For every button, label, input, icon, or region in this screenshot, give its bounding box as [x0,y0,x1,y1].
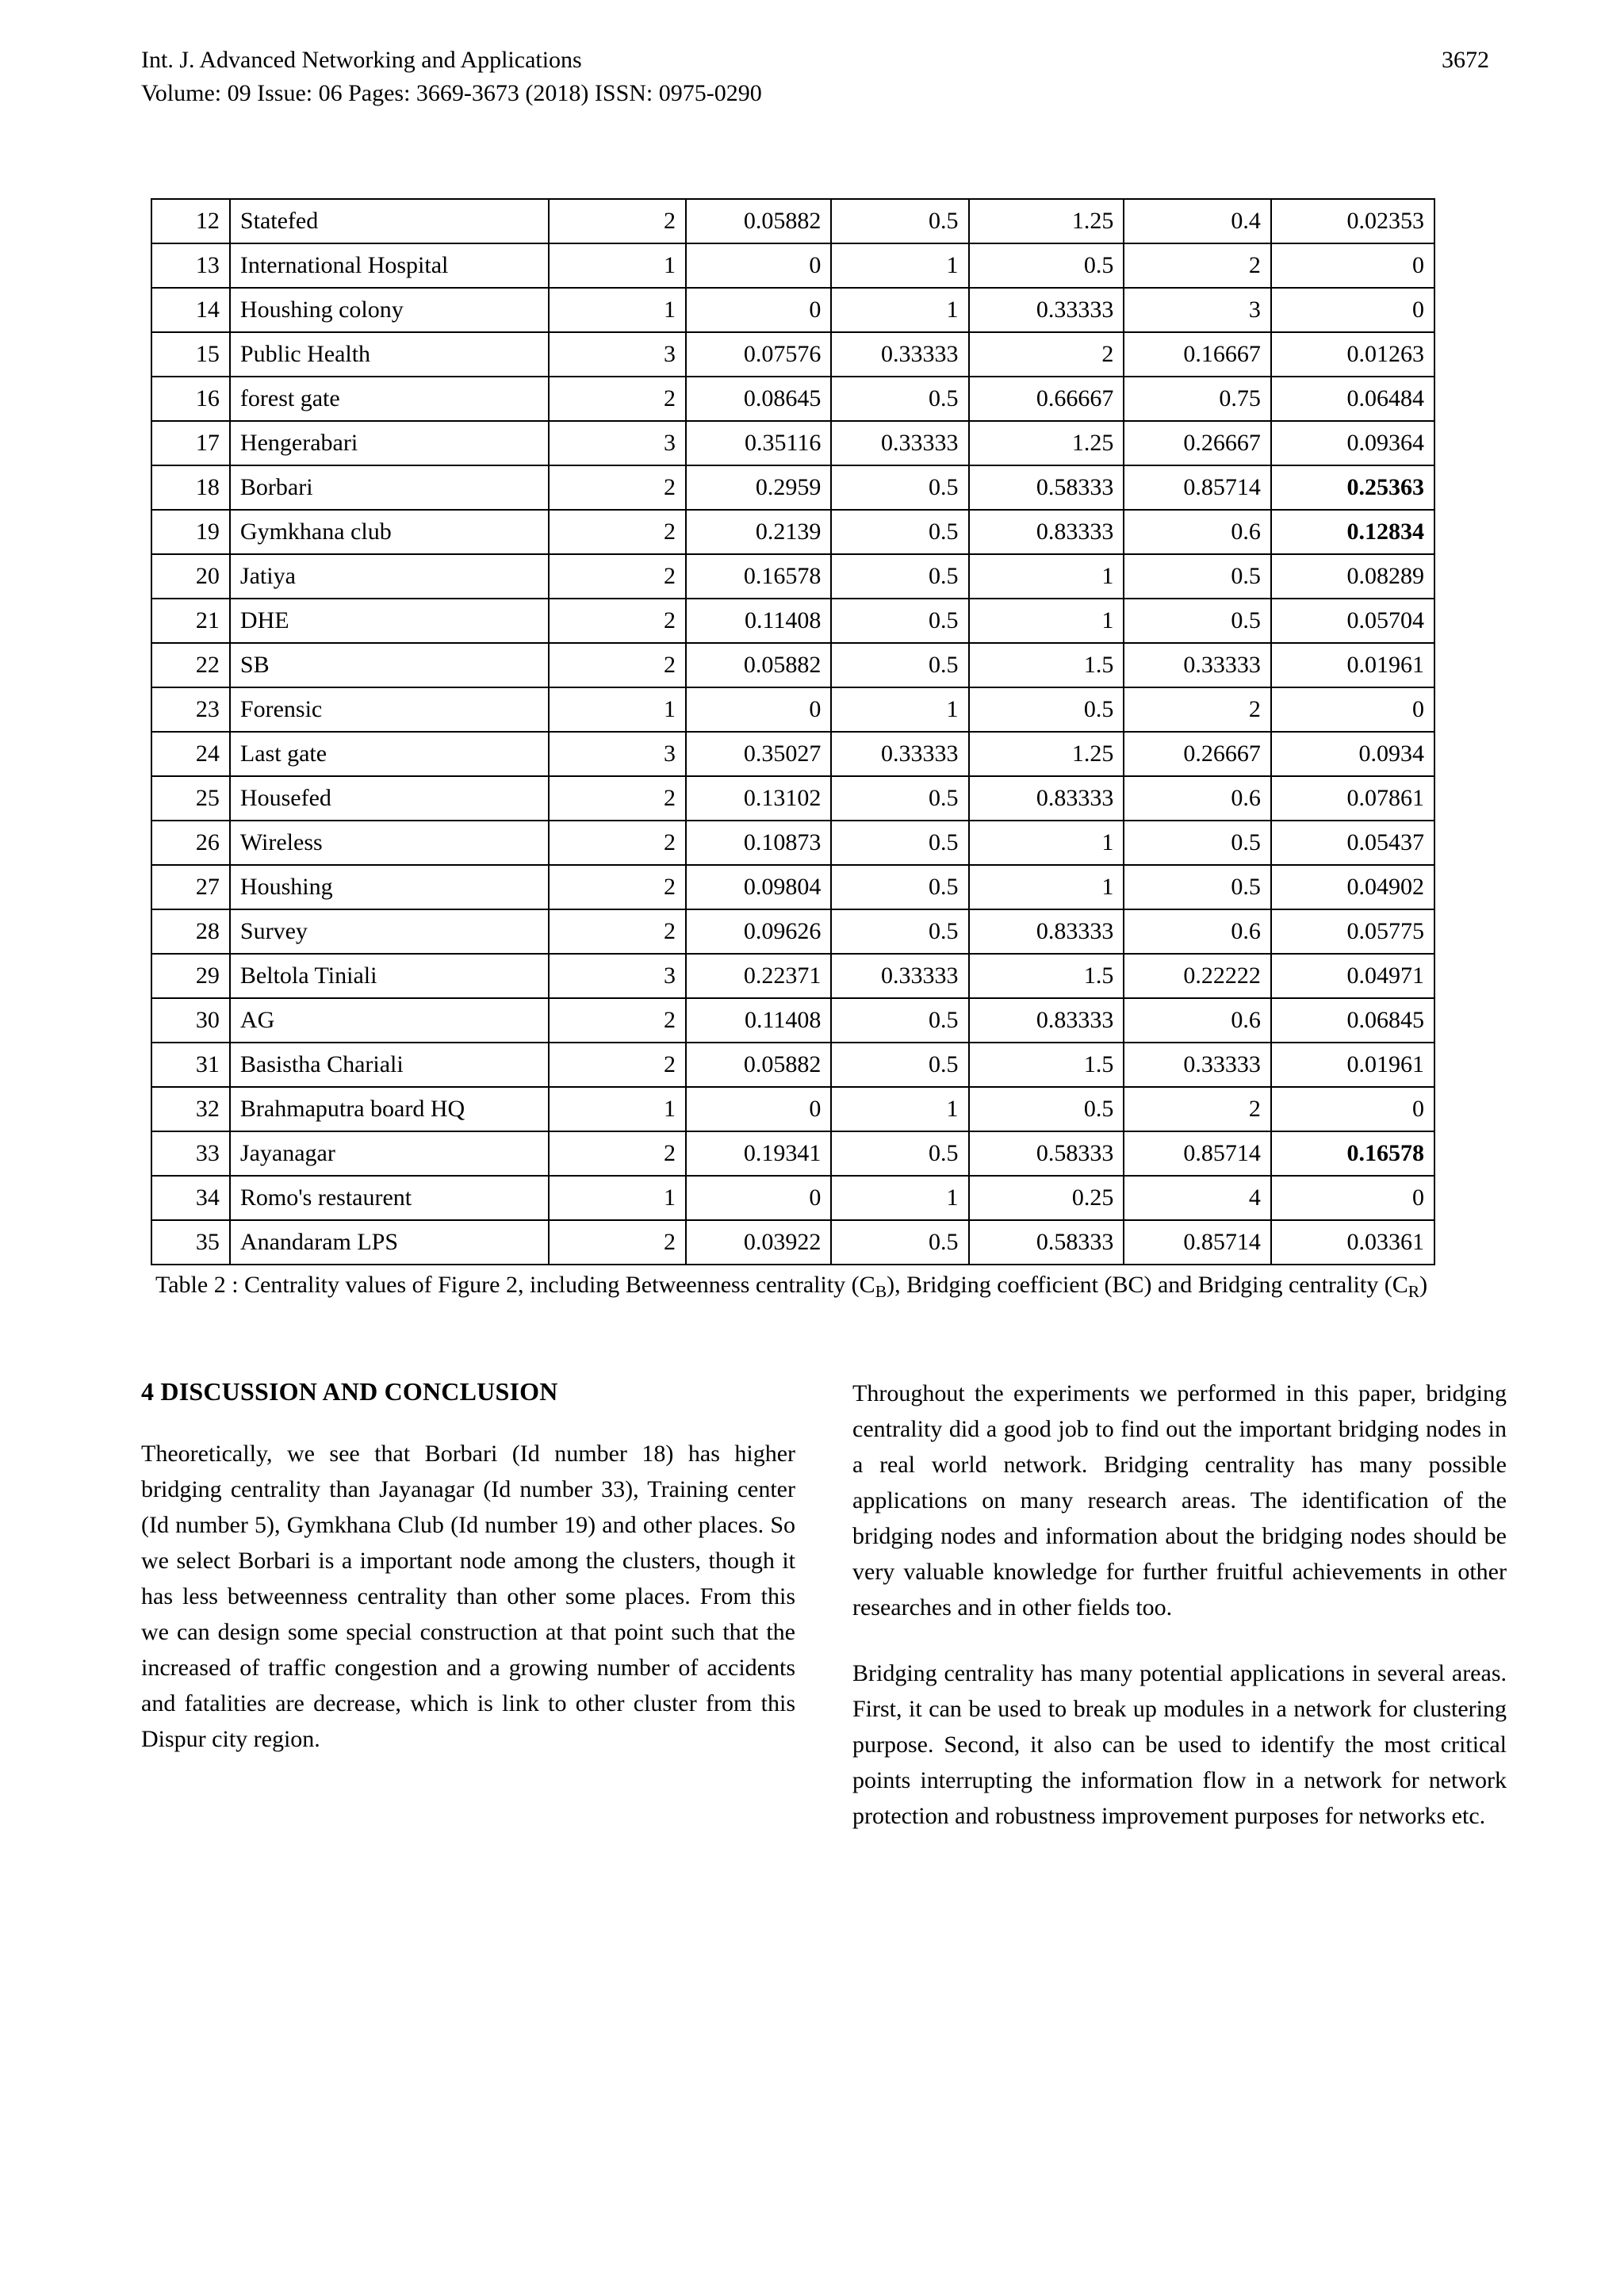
table-cell-v5: 2 [1124,687,1271,732]
centrality-table-wrapper [151,198,1435,1265]
table-cell-name: Survey [230,909,549,954]
table-cell-bc: 0 [686,1087,831,1131]
table-cell-deg: 2 [549,465,686,510]
table-cell-bc: 0.2139 [686,510,831,554]
table-cell-id: 29 [151,954,230,998]
table-cell-v4: 0.58333 [969,1220,1124,1265]
table-cell-id: 14 [151,288,230,332]
table-cell-v5: 0.75 [1124,377,1271,421]
table-cell-bc: 0.22371 [686,954,831,998]
table-cell-bcoef: 0.33333 [831,732,968,776]
table-row [151,1087,1434,1131]
table-cell-deg: 1 [549,288,686,332]
table-cell-v5: 2 [1124,1087,1271,1131]
right-column-paragraph-1: Throughout the experiments we performed in this paper, bridging centrality did a good job to find out the important bridging nodes in a real world network. Bridging centrality has many possible applications on many research areas. The identification of the bridging nodes and information about the bridging nodes should be very valuable knowledge for further fruitful achievements in other researches and in other fields too. [852,1380,1507,1621]
table-cell-v4: 1.5 [969,1043,1124,1087]
table-cell-id: 26 [151,821,230,865]
table-row [151,776,1434,821]
table-cell-name: Last gate [230,732,549,776]
table-cell-id: 27 [151,865,230,909]
table-cell-deg: 2 [549,776,686,821]
table-cell-bc: 0 [686,1176,831,1220]
table-cell-bcoef: 0.5 [831,554,968,599]
table-cell-v4: 0.83333 [969,510,1124,554]
table-cell-v4: 1.25 [969,421,1124,465]
table-cell-v5: 0.5 [1124,821,1271,865]
table-cell-bc: 0.05882 [686,199,831,243]
table-row [151,465,1434,510]
table-cell-v5: 0.16667 [1124,332,1271,377]
table-cell-name: International Hospital [230,243,549,288]
table-cell-bcoef: 0.33333 [831,332,968,377]
table-cell-name: Statefed [230,199,549,243]
table-cell-cr: 0.06845 [1271,998,1434,1043]
table-cell-name: forest gate [230,377,549,421]
table-cell-bcoef: 0.5 [831,998,968,1043]
table-cell-bcoef: 0.5 [831,599,968,643]
table-cell-deg: 2 [549,865,686,909]
table-row [151,1131,1434,1176]
table-body [151,199,1434,1265]
right-column [852,1376,1507,1834]
table-cell-bc: 0.35116 [686,421,831,465]
table-cell-id: 32 [151,1087,230,1131]
table-cell-v4: 1 [969,821,1124,865]
table-cell-id: 28 [151,909,230,954]
table-cell-cr: 0 [1271,1176,1434,1220]
table-cell-bc: 0.11408 [686,998,831,1043]
table-cell-bcoef: 0.5 [831,643,968,687]
table-cell-id: 21 [151,599,230,643]
table-cell-deg: 1 [549,1087,686,1131]
table-cell-cr: 0.25363 [1271,465,1434,510]
table-cell-id: 16 [151,377,230,421]
table-cell-deg: 1 [549,243,686,288]
table-cell-deg: 2 [549,554,686,599]
body-columns [141,1376,1507,1834]
table-cell-cr: 0.08289 [1271,554,1434,599]
table-cell-v5: 0.33333 [1124,643,1271,687]
table-cell-bcoef: 0.5 [831,510,968,554]
table-row [151,377,1434,421]
table-cell-v5: 2 [1124,243,1271,288]
table-cell-name: Anandaram LPS [230,1220,549,1265]
table-cell-cr: 0.03361 [1271,1220,1434,1265]
table-cell-name: Romo's restaurent [230,1176,549,1220]
table-cell-bc: 0.08645 [686,377,831,421]
table-cell-bc: 0.07576 [686,332,831,377]
caption-subscript-b: B [875,1282,887,1302]
table-cell-id: 15 [151,332,230,377]
table-cell-cr: 0.05704 [1271,599,1434,643]
table-cell-id: 24 [151,732,230,776]
table-cell-id: 34 [151,1176,230,1220]
table-cell-bc: 0.03922 [686,1220,831,1265]
table-cell-v4: 1.25 [969,732,1124,776]
table-cell-id: 22 [151,643,230,687]
table-cell-id: 30 [151,998,230,1043]
table-cell-v4: 0.58333 [969,1131,1124,1176]
table-cell-v4: 1 [969,554,1124,599]
table-cell-v4: 0.33333 [969,288,1124,332]
header-top-row [141,44,1489,77]
table-cell-id: 13 [151,243,230,288]
volume-issue-line: Volume: 09 Issue: 06 Pages: 3669-3673 (2018) ISSN: 0975-0290 [141,80,762,106]
table-cell-bcoef: 0.5 [831,909,968,954]
table-cell-v4: 0.83333 [969,998,1124,1043]
table-cell-bcoef: 0.5 [831,1131,968,1176]
table-cell-bc: 0 [686,687,831,732]
table-cell-v4: 1.5 [969,954,1124,998]
table-cell-name: Forensic [230,687,549,732]
table-cell-v4: 0.83333 [969,909,1124,954]
table-cell-bcoef: 0.5 [831,821,968,865]
table-row [151,954,1434,998]
table-cell-deg: 2 [549,998,686,1043]
table-cell-bc: 0.10873 [686,821,831,865]
table-cell-bc: 0.16578 [686,554,831,599]
table-cell-bc: 0.35027 [686,732,831,776]
table-cell-bcoef: 1 [831,687,968,732]
table-cell-id: 35 [151,1220,230,1265]
table-cell-v5: 0.22222 [1124,954,1271,998]
table-cell-v5: 0.85714 [1124,465,1271,510]
table-cell-v4: 1 [969,599,1124,643]
table-cell-id: 23 [151,687,230,732]
table-cell-v5: 4 [1124,1176,1271,1220]
table-cell-v4: 0.25 [969,1176,1124,1220]
table-cell-bc: 0.2959 [686,465,831,510]
table-cell-v4: 0.83333 [969,776,1124,821]
table-cell-deg: 3 [549,954,686,998]
table-cell-id: 31 [151,1043,230,1087]
table-cell-cr: 0 [1271,288,1434,332]
table-cell-cr: 0.01961 [1271,643,1434,687]
table-cell-bcoef: 0.5 [831,776,968,821]
table-row [151,998,1434,1043]
table-cell-cr: 0.04971 [1271,954,1434,998]
table-cell-cr: 0.09364 [1271,421,1434,465]
table-cell-v5: 0.6 [1124,998,1271,1043]
table-cell-v5: 0.26667 [1124,732,1271,776]
table-cell-deg: 1 [549,687,686,732]
table-cell-cr: 0.05775 [1271,909,1434,954]
table-cell-deg: 2 [549,1131,686,1176]
table-cell-deg: 2 [549,821,686,865]
table-cell-v4: 0.58333 [969,465,1124,510]
table-cell-v5: 0.5 [1124,599,1271,643]
caption-text-part3: centrality (C [1288,1272,1408,1298]
table-cell-bc: 0 [686,288,831,332]
table-cell-cr: 0.0934 [1271,732,1434,776]
table-cell-deg: 2 [549,1220,686,1265]
table-cell-id: 18 [151,465,230,510]
caption-subscript-r: R [1408,1282,1420,1302]
table-cell-deg: 2 [549,909,686,954]
table-cell-bcoef: 0.5 [831,1043,968,1087]
caption-text-part1: Table 2 : Centrality values of Figure 2, including Betweenness centrality (C [155,1272,875,1298]
table-cell-bcoef: 0.5 [831,199,968,243]
table-cell-bc: 0.09626 [686,909,831,954]
table-row [151,243,1434,288]
table-cell-name: SB [230,643,549,687]
table-cell-v5: 0.4 [1124,199,1271,243]
table-cell-cr: 0.05437 [1271,821,1434,865]
page-number: 3672 [1442,47,1489,73]
table-row [151,732,1434,776]
table-cell-bc: 0.05882 [686,1043,831,1087]
table-cell-name: Brahmaputra board HQ [230,1087,549,1131]
table-cell-deg: 3 [549,332,686,377]
caption-text-part2: ), Bridging coefficient (BC) and Bridging [887,1272,1283,1298]
table-cell-cr: 0.16578 [1271,1131,1434,1176]
table-cell-cr: 0 [1271,243,1434,288]
table-cell-bc: 0.13102 [686,776,831,821]
table-cell-cr: 0.12834 [1271,510,1434,554]
table-cell-id: 20 [151,554,230,599]
table-cell-id: 25 [151,776,230,821]
table-cell-v5: 0.6 [1124,510,1271,554]
table-cell-bc: 0.11408 [686,599,831,643]
section-heading: 4 DISCUSSION AND CONCLUSION [141,1377,558,1406]
table-row [151,510,1434,554]
table-caption [155,1267,1472,1310]
table-row [151,821,1434,865]
table-cell-deg: 2 [549,199,686,243]
table-cell-v4: 1.25 [969,199,1124,243]
table-cell-cr: 0.04902 [1271,865,1434,909]
table-cell-v4: 0.5 [969,243,1124,288]
table-cell-deg: 2 [549,599,686,643]
table-cell-id: 12 [151,199,230,243]
table-row [151,865,1434,909]
table-cell-v5: 3 [1124,288,1271,332]
table-cell-name: AG [230,998,549,1043]
table-row [151,909,1434,954]
table-cell-deg: 1 [549,1176,686,1220]
table-cell-name: Gymkhana club [230,510,549,554]
table-row [151,1043,1434,1087]
table-cell-v5: 0.5 [1124,865,1271,909]
table-cell-name: Beltola Tiniali [230,954,549,998]
table-row [151,1220,1434,1265]
table-cell-cr: 0.01961 [1271,1043,1434,1087]
table-cell-bcoef: 0.33333 [831,954,968,998]
table-cell-name: Wireless [230,821,549,865]
table-cell-deg: 3 [549,732,686,776]
table-cell-name: Houshing [230,865,549,909]
table-cell-v4: 0.66667 [969,377,1124,421]
table-cell-name: Public Health [230,332,549,377]
table-row [151,1176,1434,1220]
table-cell-bcoef: 0.5 [831,465,968,510]
table-cell-v4: 0.5 [969,687,1124,732]
table-cell-v4: 2 [969,332,1124,377]
table-cell-bcoef: 0.33333 [831,421,968,465]
table-cell-bc: 0 [686,243,831,288]
journal-title: Int. J. Advanced Networking and Applications [141,47,582,73]
table-cell-deg: 3 [549,421,686,465]
table-cell-v5: 0.85714 [1124,1220,1271,1265]
table-row [151,643,1434,687]
table-cell-v5: 0.6 [1124,909,1271,954]
table-cell-bcoef: 0.5 [831,865,968,909]
centrality-table [151,198,1435,1265]
left-column [141,1376,795,1834]
table-cell-name: Housefed [230,776,549,821]
table-cell-name: Hengerabari [230,421,549,465]
table-cell-bcoef: 0.5 [831,1220,968,1265]
table-cell-name: Jatiya [230,554,549,599]
right-column-paragraph-2: Bridging centrality has many potential applications in several areas. First, it can be used to break up modules in a network for clustering purpose. Second, it also can be used to identify the most critical points interrupting the information flow in a network for network protection and robustness improvement purposes for networks etc. [852,1660,1507,1829]
table-cell-cr: 0.02353 [1271,199,1434,243]
table-cell-bc: 0.19341 [686,1131,831,1176]
table-cell-cr: 0.07861 [1271,776,1434,821]
table-cell-deg: 2 [549,510,686,554]
table-cell-id: 17 [151,421,230,465]
table-row [151,199,1434,243]
table-cell-name: Basistha Chariali [230,1043,549,1087]
table-cell-bc: 0.09804 [686,865,831,909]
table-row [151,421,1434,465]
table-row [151,687,1434,732]
table-cell-deg: 2 [549,377,686,421]
table-cell-v5: 0.26667 [1124,421,1271,465]
table-cell-bc: 0.05882 [686,643,831,687]
table-cell-deg: 2 [549,643,686,687]
table-cell-bcoef: 1 [831,243,968,288]
caption-text-part4: ) [1419,1272,1428,1298]
left-column-paragraph: Theoretically, we see that Borbari (Id number 18) has higher bridging centrality than Jayanagar (Id number 33), Training center (Id number 5), Gymkhana Club (Id number 19) and other places. So we select Borbari is a important node among the clusters, though it has less betweenness centrality than other some places. From this we can design some special construction at that point such that the increased of traffic congestion and a growing number of accidents and fatalities are decrease, which is link to other cluster from this Dispur city region. [141,1441,795,1752]
table-cell-name: Jayanagar [230,1131,549,1176]
table-row [151,332,1434,377]
table-cell-deg: 2 [549,1043,686,1087]
table-cell-cr: 0.06484 [1271,377,1434,421]
table-cell-v5: 0.33333 [1124,1043,1271,1087]
table-cell-name: DHE [230,599,549,643]
table-cell-id: 33 [151,1131,230,1176]
table-cell-bcoef: 1 [831,1176,968,1220]
table-cell-bcoef: 1 [831,1087,968,1131]
table-cell-cr: 0.01263 [1271,332,1434,377]
table-cell-cr: 0 [1271,687,1434,732]
table-cell-v5: 0.5 [1124,554,1271,599]
table-cell-id: 19 [151,510,230,554]
running-header [141,44,1489,110]
table-cell-v4: 1 [969,865,1124,909]
table-row [151,599,1434,643]
table-cell-name: Houshing colony [230,288,549,332]
table-cell-v5: 0.6 [1124,776,1271,821]
table-cell-v4: 1.5 [969,643,1124,687]
table-row [151,288,1434,332]
table-cell-bcoef: 0.5 [831,377,968,421]
table-row [151,554,1434,599]
table-cell-v5: 0.85714 [1124,1131,1271,1176]
table-cell-bcoef: 1 [831,288,968,332]
table-cell-cr: 0 [1271,1087,1434,1131]
table-cell-v4: 0.5 [969,1087,1124,1131]
table-cell-name: Borbari [230,465,549,510]
